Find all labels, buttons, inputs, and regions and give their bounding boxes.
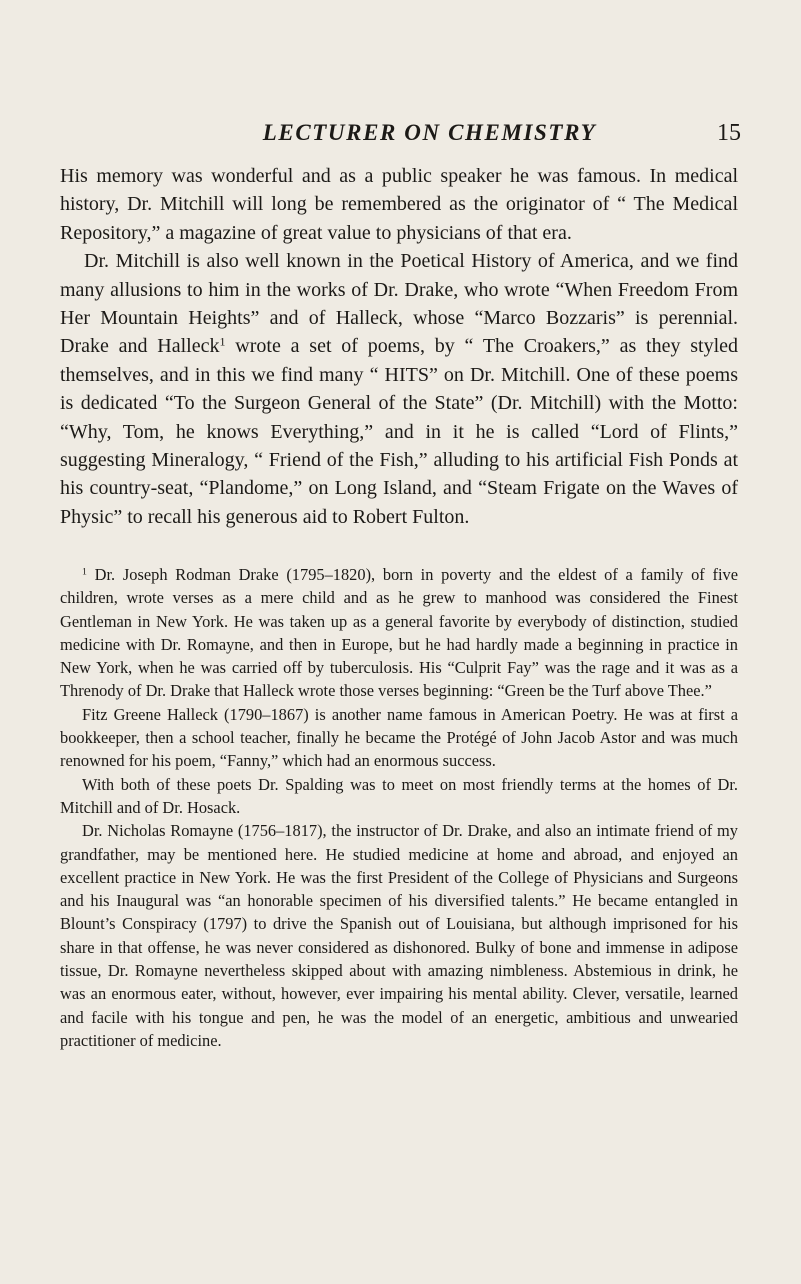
body-paragraph: [60, 247, 738, 531]
body-paragraph-text: Dr. Mitchill is also well known in the Poetical History of America, and we find many allusions to him in the works of Dr. Drake, who wrote “When Freedom From Her Mountain Heights” and of Halleck, whose “Marco Bozzaris” is perennial. Drake and Halleck: [60, 250, 738, 358]
running-title: LECTURER ON CHEMISTRY: [262, 120, 597, 145]
footnote: [60, 563, 738, 703]
footnote-text: Dr. Joseph Rodman Drake (1795–1820), born in poverty and the eldest of a family of five children, wrote verses as a mere child and as he grew to manhood was considered the Finest Gentleman in New York. He was taken up as a general favorite by everybody of distinction, studied medicine with Dr. Romayne, and then in Europe, but he had hardly made a beginning in practice in New York, when he was carried off by tuberculosis. His “Culprit Fay” was the rage and it was as a Threnody of Dr. Drake that Halleck wrote those verses beginning: “Green be the Turf above Thee.”: [60, 565, 738, 701]
body-paragraph: His memory was wonderful and as a public speaker he was famous. In medical history, Dr. Mitchill will long be remembered as the originator of “ The Medical Repository,” a magazine of great value to physicians of that era.: [60, 165, 738, 244]
page-header: [118, 120, 741, 150]
body-paragraph-continuation: wrote a set of poems, by “ The Croakers,” as they styled themselves, and in this we find many “ HITS” on Dr. Mitchill. One of these poems is dedicated “To the Surgeon General of the State” (Dr. Mitchill) with the Motto: “Why, Tom, he knows Everything,” and in it he is called “Lord of Flints,” suggesting Mineralogy, “ Friend of the Fish,” alluding to his artificial Fish Ponds at his country-seat, “Plandome,” on Long Island, and “Steam Frigate on the Waves of Physic” to recall his generous aid to Robert Fulton.: [60, 335, 739, 528]
footnote-paragraph: Dr. Nicholas Romayne (1756–1817), the instructor of Dr. Drake, and also an intimate friend of my grandfather, may be mentioned here. He studied medicine at home and abroad, and enjoyed an excellent practice in New York. He was the first President of the College of Physicians and Surgeons and his Inaugural was “an honorable specimen of his diversified talents.” He became entangled in Blount’s Conspiracy (1797) to drive the Spanish out of Louisiana, but although imprisoned for his share in that offense, he was never considered as dishonored. Bulky of bone and immense in adipose tissue, Dr. Romayne nevertheless skipped about with amazing nimbleness. Abstemious in drink, he was an enormous eater, without, however, ever impairing his mental ability. Clever, versatile, learned and facile with his tongue and pen, he was the model of an energetic, ambitious and unwearied practitioner of medicine.: [60, 821, 738, 1050]
footnote-marker: 1: [82, 566, 87, 578]
footnote-paragraph: Fitz Greene Halleck (1790–1867) is another name famous in American Poetry. He was at first a bookkeeper, then a school teacher, finally he became the Protégé of John Jacob Astor and was much renowned for his poem, “Fanny,” which had an enormous success.: [60, 704, 738, 771]
footnotes: [60, 563, 738, 1052]
page-number: 15: [717, 120, 741, 146]
footnote-reference: 1: [219, 334, 226, 349]
main-text: [60, 162, 738, 531]
footnote-paragraph: With both of these poets Dr. Spalding was to meet on most friendly terms at the homes of Dr. Mitchill and of Dr. Hosack.: [60, 774, 738, 817]
